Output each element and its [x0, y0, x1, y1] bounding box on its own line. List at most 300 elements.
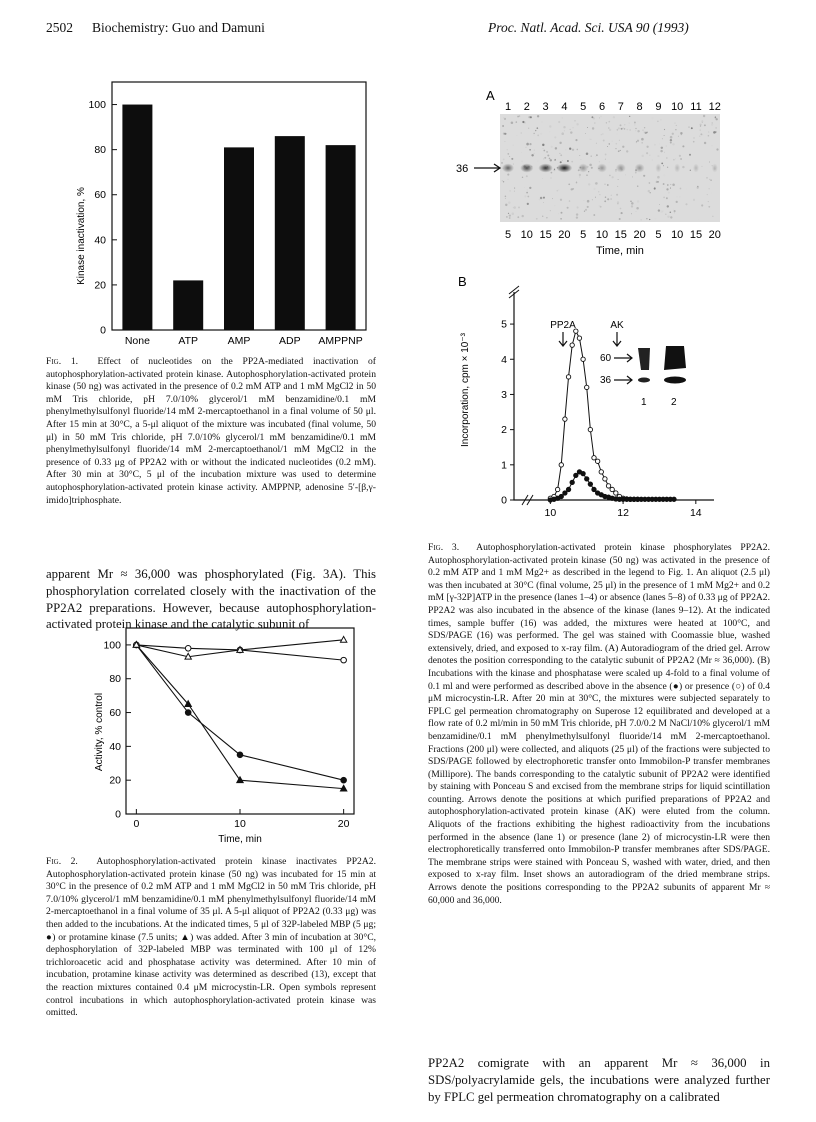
gel-speckle	[522, 121, 524, 123]
fig3b-data-point	[563, 417, 567, 421]
gel-speckle	[616, 194, 618, 196]
gel-speckle	[657, 121, 658, 122]
gel-band-lane-1	[502, 164, 514, 173]
gel-speckle	[516, 121, 517, 122]
gel-speckle	[654, 144, 656, 146]
gel-speckle	[670, 216, 672, 218]
fig3b-data-point	[585, 385, 589, 389]
gel-speckle	[526, 143, 529, 146]
fig3b-panel-label: B	[458, 274, 467, 289]
gel-speckle	[563, 126, 565, 128]
gel-speckle	[673, 209, 674, 210]
gel-speckle	[558, 121, 560, 123]
gel-speckle	[519, 115, 520, 116]
inset-lane2-smear	[664, 346, 686, 370]
gel-band-lane-8	[635, 164, 645, 173]
gel-speckle	[529, 143, 531, 145]
gel-speckle	[618, 179, 619, 180]
time-label: 20	[708, 229, 721, 241]
fig1-bar-atp	[173, 280, 203, 330]
gel-speckle	[709, 161, 710, 162]
gel-speckle	[577, 206, 579, 208]
gel-speckle	[661, 147, 663, 149]
gel-speckle	[666, 146, 667, 147]
gel-speckle	[674, 212, 675, 213]
gel-speckle	[529, 187, 531, 189]
gel-speckle	[598, 205, 600, 207]
gel-speckle	[568, 183, 570, 185]
fig1-y-tick-label: 40	[94, 234, 106, 247]
lane-number: 9	[655, 101, 662, 113]
gel-speckle	[636, 211, 637, 212]
fig1-y-axis-label: Kinase inactivation, %	[76, 187, 87, 285]
gel-speckle	[629, 116, 630, 117]
fig3b-data-point	[599, 470, 603, 474]
gel-band-lane-3	[538, 164, 552, 173]
body-text-right: PP2A2 comigrate with an apparent Mr ≈ 36,000 in SDS/polyacrylamide gels, the incubations were analyzed further by FPLC gel permeation chromatography on a calibrated	[428, 1056, 770, 1104]
fig2-x-tick-label: 10	[234, 818, 246, 830]
fig1-y-tick-label: 60	[94, 189, 106, 202]
gel-speckle	[513, 164, 514, 165]
fig3b-series-0	[548, 329, 640, 502]
gel-speckle	[617, 186, 618, 187]
gel-speckle	[617, 203, 618, 204]
gel-speckle	[650, 192, 651, 193]
gel-speckle	[693, 137, 694, 138]
fig3b-data-point	[588, 427, 592, 431]
gel-speckle	[658, 209, 660, 211]
gel-band-lane-4	[557, 164, 573, 173]
gel-speckle	[503, 181, 504, 182]
gel-speckle	[543, 158, 544, 159]
gel-speckle	[544, 157, 546, 159]
gel-speckle	[641, 155, 643, 157]
fig2-caption-label: Fig. 2.	[46, 856, 78, 867]
gel-speckle	[522, 177, 523, 178]
gel-speckle	[712, 122, 713, 123]
gel-speckle	[636, 142, 638, 144]
fig3b-y-tick-label: 5	[501, 318, 507, 331]
gel-speckle	[611, 195, 612, 196]
gel-speckle	[637, 130, 639, 132]
gel-speckle	[708, 206, 710, 208]
fig2-series-line	[136, 645, 343, 789]
gel-speckle	[622, 127, 623, 128]
gel-speckle	[604, 183, 606, 185]
gel-speckle	[674, 210, 676, 212]
gel-speckle	[704, 142, 706, 144]
gel-speckle	[596, 143, 597, 144]
fig3b-series	[548, 329, 676, 502]
gel-speckle	[607, 184, 609, 186]
gel-speckle	[527, 203, 529, 205]
gel-speckle	[506, 216, 508, 218]
gel-speckle	[595, 183, 596, 184]
gel-speckle	[549, 131, 551, 133]
gel-speckle	[700, 133, 702, 135]
gel-speckle	[666, 197, 668, 199]
fig3-caption	[428, 542, 770, 907]
fig3b-data-point	[606, 484, 610, 488]
gel-speckle	[652, 159, 653, 160]
gel-speckle	[619, 218, 621, 220]
gel-speckle	[609, 129, 611, 131]
gel-speckle	[595, 182, 598, 185]
gel-speckle	[601, 134, 602, 135]
gel-speckle	[712, 145, 713, 146]
gel-speckle	[670, 139, 672, 141]
fig2-y-tick-label: 40	[109, 740, 121, 753]
gel-speckle	[547, 155, 549, 157]
gel-speckle	[560, 199, 562, 201]
lane-number: 6	[598, 101, 606, 113]
gel-speckle	[591, 155, 592, 156]
gel-band-lane-11	[693, 164, 699, 173]
gel-speckle	[711, 123, 713, 125]
fig3b-data-point	[614, 491, 618, 495]
fig2-plot-frame	[126, 628, 354, 814]
fig3b-data-point	[574, 473, 578, 477]
gel-speckle	[629, 129, 630, 130]
gel-speckle	[588, 171, 589, 172]
gel-speckle	[540, 133, 542, 135]
page-number: 2502	[46, 20, 73, 35]
gel-speckle	[676, 201, 678, 203]
gel-speckle	[670, 136, 673, 139]
gel-speckle	[504, 118, 506, 120]
gel-speckle	[543, 148, 544, 149]
gel-speckle	[634, 124, 635, 125]
gel-speckle	[626, 150, 628, 152]
fig2-x-tick-label: 20	[337, 818, 350, 830]
gel-speckle	[662, 138, 663, 139]
gel-speckle	[662, 186, 664, 188]
fig3b-data-point	[592, 487, 596, 491]
gel-speckle	[657, 155, 659, 157]
gel-speckle	[562, 117, 563, 118]
fig1-bar-none	[122, 105, 152, 330]
gel-speckle	[605, 153, 607, 155]
gel-speckle	[637, 200, 639, 202]
gel-speckle	[707, 194, 708, 195]
lane-number: 3	[542, 101, 549, 113]
gel-speckle	[659, 144, 660, 145]
gel-speckle	[524, 187, 525, 188]
fig2-data-point	[185, 710, 191, 716]
gel-speckle	[534, 149, 535, 150]
gel-speckle	[503, 117, 504, 118]
gel-speckle	[699, 124, 701, 126]
fig2-data-point	[340, 636, 346, 642]
time-label: 10	[671, 229, 684, 241]
gel-speckle	[591, 167, 593, 169]
gel-speckle	[609, 143, 610, 144]
gel-speckle	[576, 182, 578, 184]
gel-speckle	[608, 127, 610, 129]
fig3b-data-point	[559, 494, 563, 498]
inset-lane-1: 1	[641, 397, 647, 408]
gel-speckle	[537, 127, 539, 129]
gel-speckle	[624, 128, 626, 130]
fig1-y-tick-label: 20	[94, 279, 106, 292]
gel-speckle	[606, 122, 607, 123]
fig3b-data-point	[672, 497, 676, 501]
gel-speckle	[637, 185, 638, 186]
gel-speckle	[619, 140, 620, 141]
fig3b-data-point	[581, 471, 585, 475]
gel-speckle	[607, 198, 609, 200]
gel-speckle	[704, 124, 706, 126]
gel-speckle	[506, 149, 507, 150]
gel-speckle	[670, 211, 672, 213]
gel-speckle	[546, 151, 548, 153]
ak-label: AK	[610, 320, 624, 331]
gel-speckle	[662, 210, 664, 212]
gel-speckle	[708, 135, 710, 137]
fig3b-data-point	[603, 477, 607, 481]
fig3b-y-axis-label: Incorporation, cpm × 10⁻³	[460, 333, 471, 447]
gel-speckle	[593, 117, 595, 119]
gel-speckle	[526, 147, 527, 148]
gel-speckle	[594, 123, 595, 124]
inset-autoradiogram	[600, 346, 686, 408]
gel-speckle	[560, 218, 562, 220]
gel-speckle	[570, 131, 572, 133]
gel-speckle	[676, 196, 677, 197]
gel-speckle	[509, 156, 510, 157]
fig1-y-tick-label: 80	[94, 144, 106, 157]
lane-number: 1	[504, 101, 512, 113]
gel-speckle	[579, 176, 581, 178]
gel-speckle	[693, 199, 695, 201]
gel-speckle	[663, 197, 665, 199]
time-label: 15	[689, 229, 703, 241]
fig2-data-point	[341, 777, 347, 783]
fig2-data-point	[237, 752, 243, 758]
gel-speckle	[676, 125, 677, 126]
fig1-category-labels	[125, 335, 363, 347]
gel-speckle	[703, 115, 705, 117]
gel-speckle	[537, 115, 539, 117]
gel-band-lane-9	[655, 164, 661, 173]
gel-speckle	[590, 139, 591, 140]
gel-speckle	[607, 146, 608, 147]
fig1-category-label: None	[124, 335, 150, 347]
lane-number: 11	[690, 101, 702, 113]
fig3b-data-point	[577, 336, 581, 340]
gel-speckle	[512, 212, 515, 215]
gel-speckle	[603, 140, 605, 142]
gel-speckle	[560, 161, 562, 163]
gel-speckle	[648, 190, 650, 192]
gel-speckle	[517, 116, 519, 118]
gel-speckle	[550, 159, 552, 161]
gel-speckle	[574, 120, 575, 121]
gel-speckle	[517, 216, 519, 218]
fig2-series-0	[134, 642, 347, 783]
gel-speckle	[558, 213, 559, 214]
time-labels	[505, 229, 721, 241]
gel-speckle	[513, 206, 516, 209]
gel-speckle	[522, 215, 524, 217]
fig1-category-label: AMP	[227, 335, 251, 347]
gel-speckle	[664, 135, 665, 136]
fig3b-data-point	[592, 456, 596, 460]
gel-band-lane-10	[674, 164, 680, 173]
gel-speckle	[612, 141, 613, 142]
gel-speckle	[616, 148, 617, 149]
gel-speckle	[716, 118, 718, 120]
fig2-axes	[103, 628, 354, 830]
gel-speckle	[646, 152, 648, 154]
gel-speckle	[531, 154, 533, 156]
fig3b-data-point	[570, 343, 574, 347]
gel-speckle	[629, 122, 630, 123]
fig2-data-point	[341, 657, 347, 663]
arrow-icon	[614, 354, 632, 362]
gel-speckle	[562, 160, 563, 161]
gel-speckle	[524, 195, 526, 197]
gel-speckle	[561, 132, 564, 135]
gel-speckle	[576, 213, 578, 215]
gel-speckle	[706, 177, 707, 178]
fig3-caption-text: Autophosphorylation-activated protein kinase phosphorylates PP2A2. Autophosphorylation-activated protein kinase (50 ng) was activated in the presence of 0.2 mM ATP and 1 mM Mg2+ as described in the legend to Fig. 1. An aliquot (2.5 μl) was then incubated at 30°C (final volume, 25 μl) in the presence of 1 mM Mg2+ and 0.2 mM [γ-32P]ATP in the presence (lanes 1–4) or absence (lanes 5–8) of 0.33 μg of PP2A2. PP2A2 was also incubated in the absence of the kinase (lanes 9–12). At the indicated times, sample buffer (16) was added, the mixtures were heated at 100°C, and SDS/PAGE (16) was performed. The gel was stained with Coomassie blue, washed extensively, dried, and exposed to x-ray film. (A) Autoradiogram of the dried gel. Arrow denotes the position corresponding to the catalytic subunit of PP2A2 (Mr ≈ 36,000). (B) Incubations with the kinase and phosphatase were scaled up 4-fold to a final volume of 0.1 ml and were performed as described above in the absence (●) or presence (○) of 0.4 μM microcystin-LR. After 20 min at 30°C, the mixtures were subjected separately to FPLC gel permeation chromatography on Superose 12 equilibrated and developed at a flow rate of 0.2 ml/min in 50 mM Tris chloride, pH 7.0/0.2 M NaCl/10% glycerol/1 mM benzamidine/0.1 mM phenylmethylsulfonyl fluoride/14 mM 2-mercaptoethanol. Fractions (200 μl) were collected, and aliquots (25 μl) of the fractions were subjected to SDS/PAGE followed by electrophoretic transfer onto Immobilon-P transfer membranes (Millipore). The bands corresponding to the catalytic subunit of PP2A2 were identified by staining with Ponceau S and excised from the membrane strips for liquid scintillation counting. Arrows denote the positions at which purified preparations of PP2A2 and autophosphorylation-activated protein kinase (AK) were eluted from the column. Aliquots of the fractions exhibiting the highest radioactivity from the incubations performed in the absence (lane 1) or presence (lane 2) of microcystin-LR were then electrophoretically transferred onto Immobilon-P transfer membranes after SDS/PAGE. The membrane strips were stained with Ponceau S, washed with water, dried, and then exposed to x-ray film. Inset shows an autoradiogram of the dried membrane strips. Arrows denote the positions corresponding to the PP2A2 subunits of apparent Mr ≈ 60,000 and 36,000.	[428, 542, 770, 906]
fig2-x-axis-label: Time, min	[218, 834, 262, 845]
fig3b-x-tick-label: 10	[544, 507, 557, 519]
gel-band-lane-12	[712, 164, 718, 173]
gel-speckle	[571, 188, 573, 190]
gel-speckle	[508, 213, 509, 214]
gel-speckle	[649, 219, 650, 220]
gel-speckle	[716, 148, 718, 150]
gel-speckle	[667, 205, 669, 207]
gel-speckle	[503, 159, 505, 161]
gel-speckle	[631, 205, 633, 207]
gel-speckle	[649, 155, 650, 156]
gel-speckle	[616, 133, 618, 135]
gel-speckle	[528, 128, 529, 129]
gel-speckle	[613, 116, 615, 118]
gel-speckle	[583, 200, 584, 201]
gel-speckle	[679, 155, 681, 157]
time-label: 20	[633, 229, 646, 241]
gel-speckle	[691, 127, 693, 129]
inset-lane1-band36	[638, 378, 650, 383]
gel-speckle	[663, 174, 665, 176]
gel-speckle	[634, 122, 636, 124]
gel-speckle	[514, 188, 515, 189]
lane-number: 7	[617, 101, 624, 113]
fig3b-y-tick-label: 3	[501, 388, 507, 401]
gel-band-lane-6	[597, 164, 607, 173]
gel-speckle	[501, 162, 503, 164]
gel-band-lane-2	[520, 164, 533, 173]
gel-speckle	[576, 141, 577, 142]
gel-speckle	[680, 132, 682, 134]
gel-speckle	[577, 149, 579, 151]
gel-speckle	[702, 122, 703, 123]
gel-speckle	[644, 127, 645, 128]
gel-speckle	[642, 142, 643, 143]
gel-speckle	[528, 116, 530, 118]
gel-speckle	[621, 128, 623, 130]
gel-speckle	[701, 120, 703, 122]
gel-speckle	[655, 218, 657, 220]
fig1-bar-amppnp	[326, 145, 356, 330]
gel-speckle	[667, 167, 668, 168]
gel-speckle	[575, 139, 577, 141]
gel-speckle	[660, 150, 662, 152]
gel-speckle	[540, 197, 542, 199]
gel-speckle	[509, 214, 511, 216]
gel-speckle	[537, 161, 538, 162]
gel-speckle	[541, 121, 542, 122]
gel-speckle	[656, 180, 657, 181]
gel-speckle	[559, 153, 560, 154]
fig2-y-tick-label: 80	[109, 673, 121, 686]
gel-speckle	[631, 202, 634, 205]
gel-speckle	[672, 184, 675, 187]
gel-speckle	[599, 194, 600, 195]
inset-marker-60: 60	[600, 353, 612, 364]
inset-lane1-smear	[638, 348, 650, 370]
gel-speckle	[710, 179, 712, 181]
gel-speckle	[526, 192, 528, 194]
gel-speckle	[608, 121, 610, 123]
gel-speckle	[709, 188, 710, 189]
gel-speckle	[508, 201, 511, 204]
fig3b-x-tick-label: 14	[689, 507, 702, 519]
lane-number: 10	[671, 101, 684, 113]
gel-speckle	[564, 130, 565, 131]
fig3a-panel-label: A	[486, 88, 495, 103]
ak-arrow-icon	[613, 332, 621, 346]
gel-speckle	[621, 212, 623, 214]
gel-speckle	[682, 145, 684, 147]
gel-speckle	[536, 218, 538, 220]
gel-speckle	[539, 199, 541, 201]
gel-speckle	[551, 172, 553, 174]
gel-speckle	[663, 165, 664, 166]
fig2-y-axis-label: Activity, % control	[94, 692, 105, 772]
gel-speckle	[610, 198, 612, 200]
gel-speckle	[507, 153, 509, 155]
fig3b-data-point	[581, 357, 585, 361]
gel-speckle	[529, 149, 531, 151]
fig2-series-line	[136, 645, 343, 780]
fig3b-data-point	[566, 487, 570, 491]
fig3-caption-label: Fig. 3.	[428, 542, 460, 553]
gel-speckle	[505, 204, 507, 206]
gel-speckle	[599, 161, 600, 162]
gel-speckle	[533, 133, 534, 134]
fig3b-data-point	[563, 491, 567, 495]
gel-speckle	[698, 219, 699, 220]
gel-speckle	[570, 129, 571, 130]
fig1-caption-label: Fig. 1.	[46, 356, 79, 367]
gel-speckle	[661, 163, 663, 165]
gel-speckle	[504, 141, 505, 142]
gel-speckle	[680, 158, 682, 160]
gel-speckle	[712, 216, 713, 217]
gel-speckle	[585, 133, 586, 134]
fig3b-data-point	[585, 477, 589, 481]
gel-speckle	[589, 164, 592, 167]
gel-speckle	[554, 169, 555, 170]
fig2-y-tick-label: 20	[109, 774, 121, 787]
arrow-icon	[614, 376, 632, 384]
gel-speckle	[609, 175, 611, 177]
